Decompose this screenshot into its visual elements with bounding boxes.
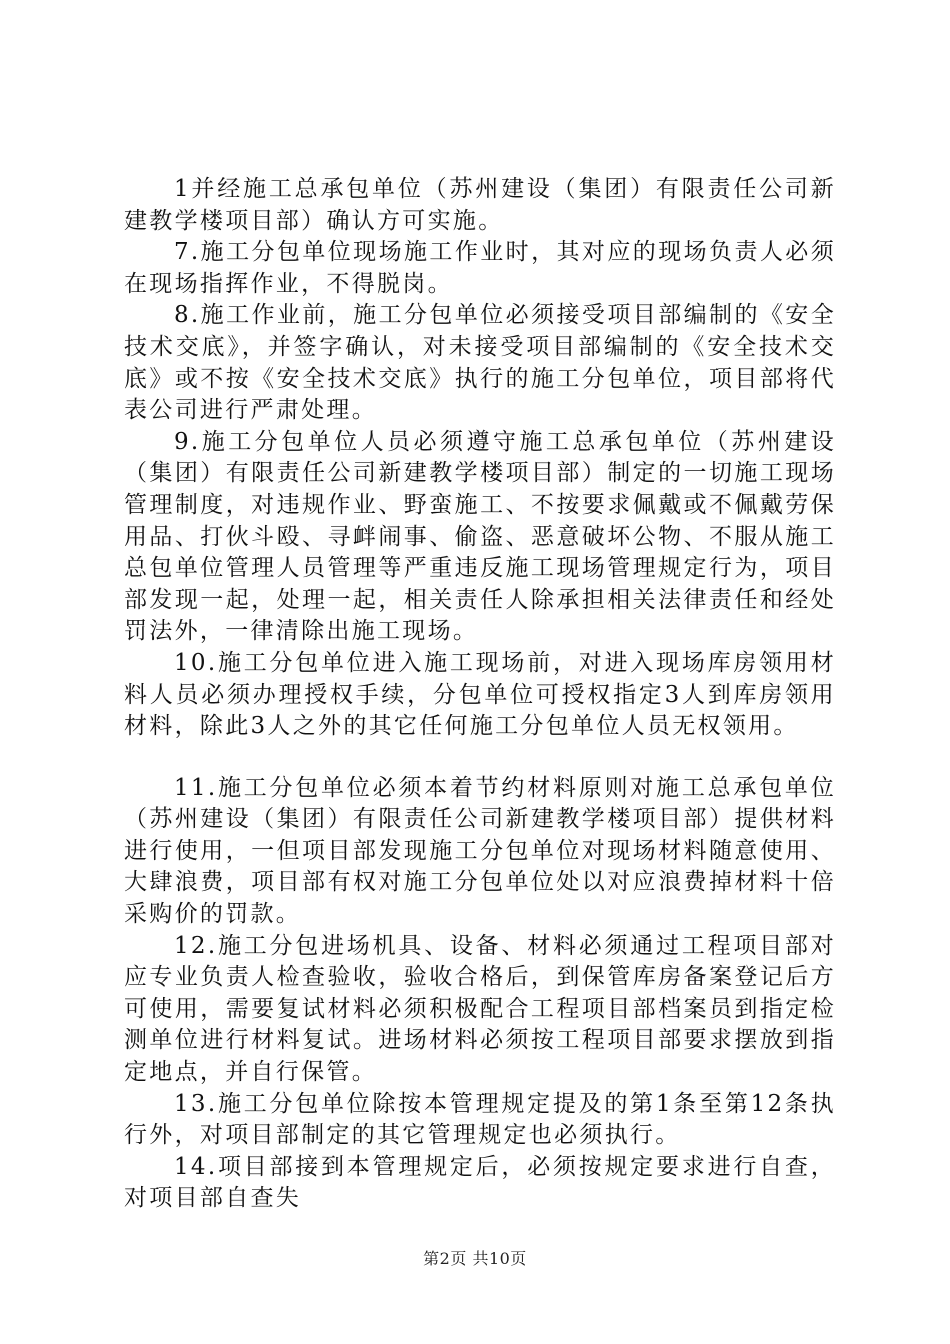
document-body bbox=[124, 174, 836, 1215]
paragraph-item-1-continuation: 1并经施工总承包单位（苏州建设（集团）有限责任公司新建教学楼项目部）确认方可实施。 bbox=[124, 176, 836, 234]
page-number-footer: 第2页 共10页 bbox=[423, 1249, 527, 1268]
paragraph-item-8: 8.施工作业前，施工分包单位必须接受项目部编制的《安全技术交底》，并签字确认，对未接受项目部编制的《安全技术交底》或不按《安全技术交底》执行的施工分包单位，项目部将代表公司进行严肃处理。 bbox=[124, 302, 836, 424]
paragraph-item-14: 14.项目部接到本管理规定后，必须按规定要求进行自查，对项目部自查失 bbox=[124, 1153, 836, 1212]
paragraph-item-11: 11.施工分包单位必须本着节约材料原则对施工总承包单位（苏州建设（集团）有限责任公司新建教学楼项目部）提供材料进行使用，一但项目部发现施工分包单位对现场材料随意使用、大肆浪费，项目部有权对施工分包单位处以对应浪费掉材料十倍采购价的罚款。 bbox=[124, 774, 836, 928]
paragraph-item-9: 9.施工分包单位人员必须遵守施工总承包单位（苏州建设（集团）有限责任公司新建教学楼项目部）制定的一切施工现场管理制度，对违规作业、野蛮施工、不按要求佩戴或不佩戴劳保用品、打伙斗殴、寻衅闹事、偷盗、恶意破坏公物、不服从施工总包单位管理人员管理等严重违反施工现场管理规定行为，项目部发现一起，处理一起，相关责任人除承担相关法律责任和经处罚法外，一律清除出施工现场。 bbox=[124, 428, 836, 645]
paragraph-item-12: 12.施工分包进场机具、设备、材料必须通过工程项目部对应专业负责人检查验收，验收合格后，到保管库房备案登记后方可使用，需要复试材料必须积极配合工程项目部档案员到指定检测单位进行材料复试。进场材料必须按工程项目部要求摆放到指定地点，并自行保管。 bbox=[124, 932, 836, 1086]
paragraph-item-13: 13.施工分包单位除按本管理规定提及的第1条至第12条执行外，对项目部制定的其它管理规定也必须执行。 bbox=[124, 1090, 836, 1149]
paragraph-item-10: 10.施工分包单位进入施工现场前，对进入现场库房领用材料人员必须办理授权手续，分包单位可授权指定3人到库房领用材料，除此3人之外的其它任何施工分包单位人员无权领用。 bbox=[124, 649, 836, 740]
paragraph-item-7: 7.施工分包单位现场施工作业时，其对应的现场负责人必须在现场指挥作业，不得脱岗。 bbox=[124, 239, 836, 297]
